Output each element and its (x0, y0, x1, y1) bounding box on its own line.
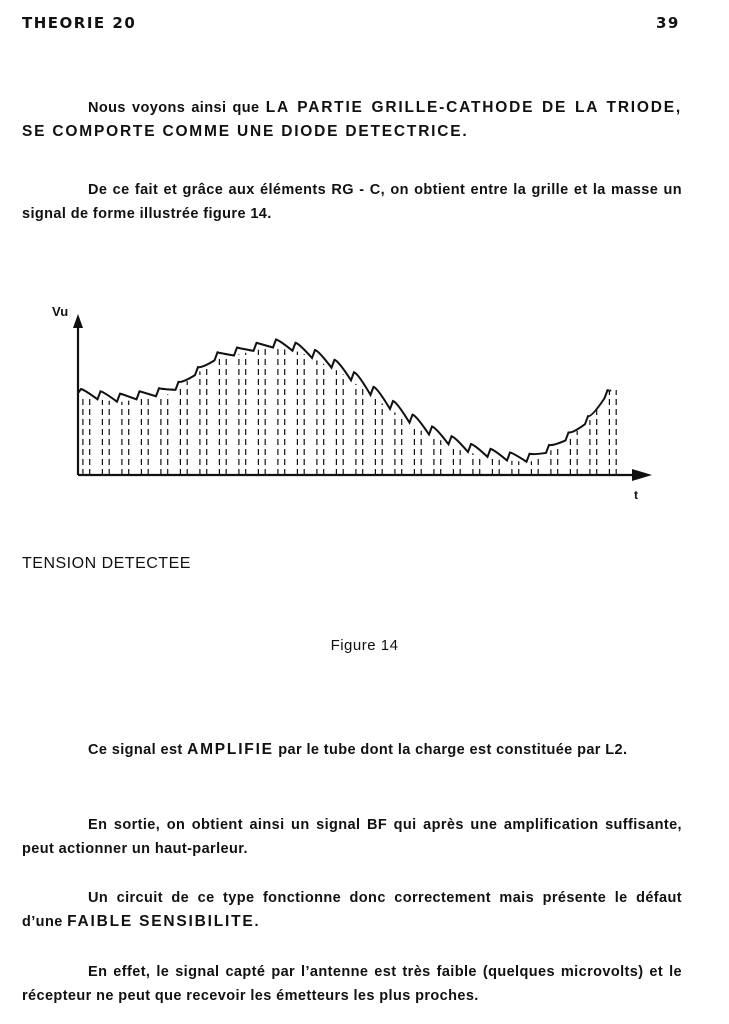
figure-caption: Figure 14 (330, 637, 399, 654)
paragraph-3-before: Ce signal est (88, 742, 188, 758)
figure-side-caption: TENSION DETECTEE (22, 555, 191, 572)
paragraph-2 (22, 178, 682, 226)
paragraph-1 (22, 96, 682, 144)
paragraph-6-text: En effet, le signal capté par l’antenne est très faible (quelques microvolts) et le récepteur ne peut que recevoir les émetteurs les plus proches. (22, 964, 682, 1004)
page-header-title: THEORIE 20 (22, 14, 137, 32)
paragraph-6 (22, 960, 682, 1008)
paragraph-4 (22, 813, 682, 861)
x-axis-label: t (634, 488, 638, 502)
paragraph-5-before: Un circuit de ce type fonctionne donc correctement mais présente le défaut d’une (22, 890, 682, 930)
paragraph-3-after: par le tube dont la charge est constituée par L2. (273, 742, 628, 758)
sample-lines (83, 348, 616, 475)
x-axis-arrow (632, 469, 652, 481)
detected-signal-curve (78, 340, 610, 462)
paragraph-1-emphasis: LA PARTIE GRILLE-CATHODE DE LA TRIODE, SE COMPORTE COMME UNE DIODE DETECTRICE. (22, 99, 683, 140)
y-axis-label: Vu (52, 304, 69, 319)
y-axis-arrow (73, 314, 83, 328)
paragraph-5 (22, 886, 682, 934)
paragraph-4-text: En sortie, on obtient ainsi un signal BF qui après une amplification suffisante, peut actionner un haut-parleur. (22, 817, 682, 857)
page-number: 39 (656, 14, 680, 32)
paragraph-5-emphasis: FAIBLE SENSIBILITE (67, 913, 255, 930)
paragraph-2-text: De ce fait et grâce aux éléments RG - C, on obtient entre la grille et la masse un signal de forme illustrée figure 14. (22, 182, 682, 222)
paragraph-5-after: . (254, 914, 259, 930)
paragraph-1-text: Nous voyons ainsi que (88, 100, 266, 116)
figure-14-signal-plot (40, 300, 680, 510)
paragraph-3-emphasis: AMPLIFIE (187, 741, 274, 758)
paragraph-3 (22, 738, 682, 762)
